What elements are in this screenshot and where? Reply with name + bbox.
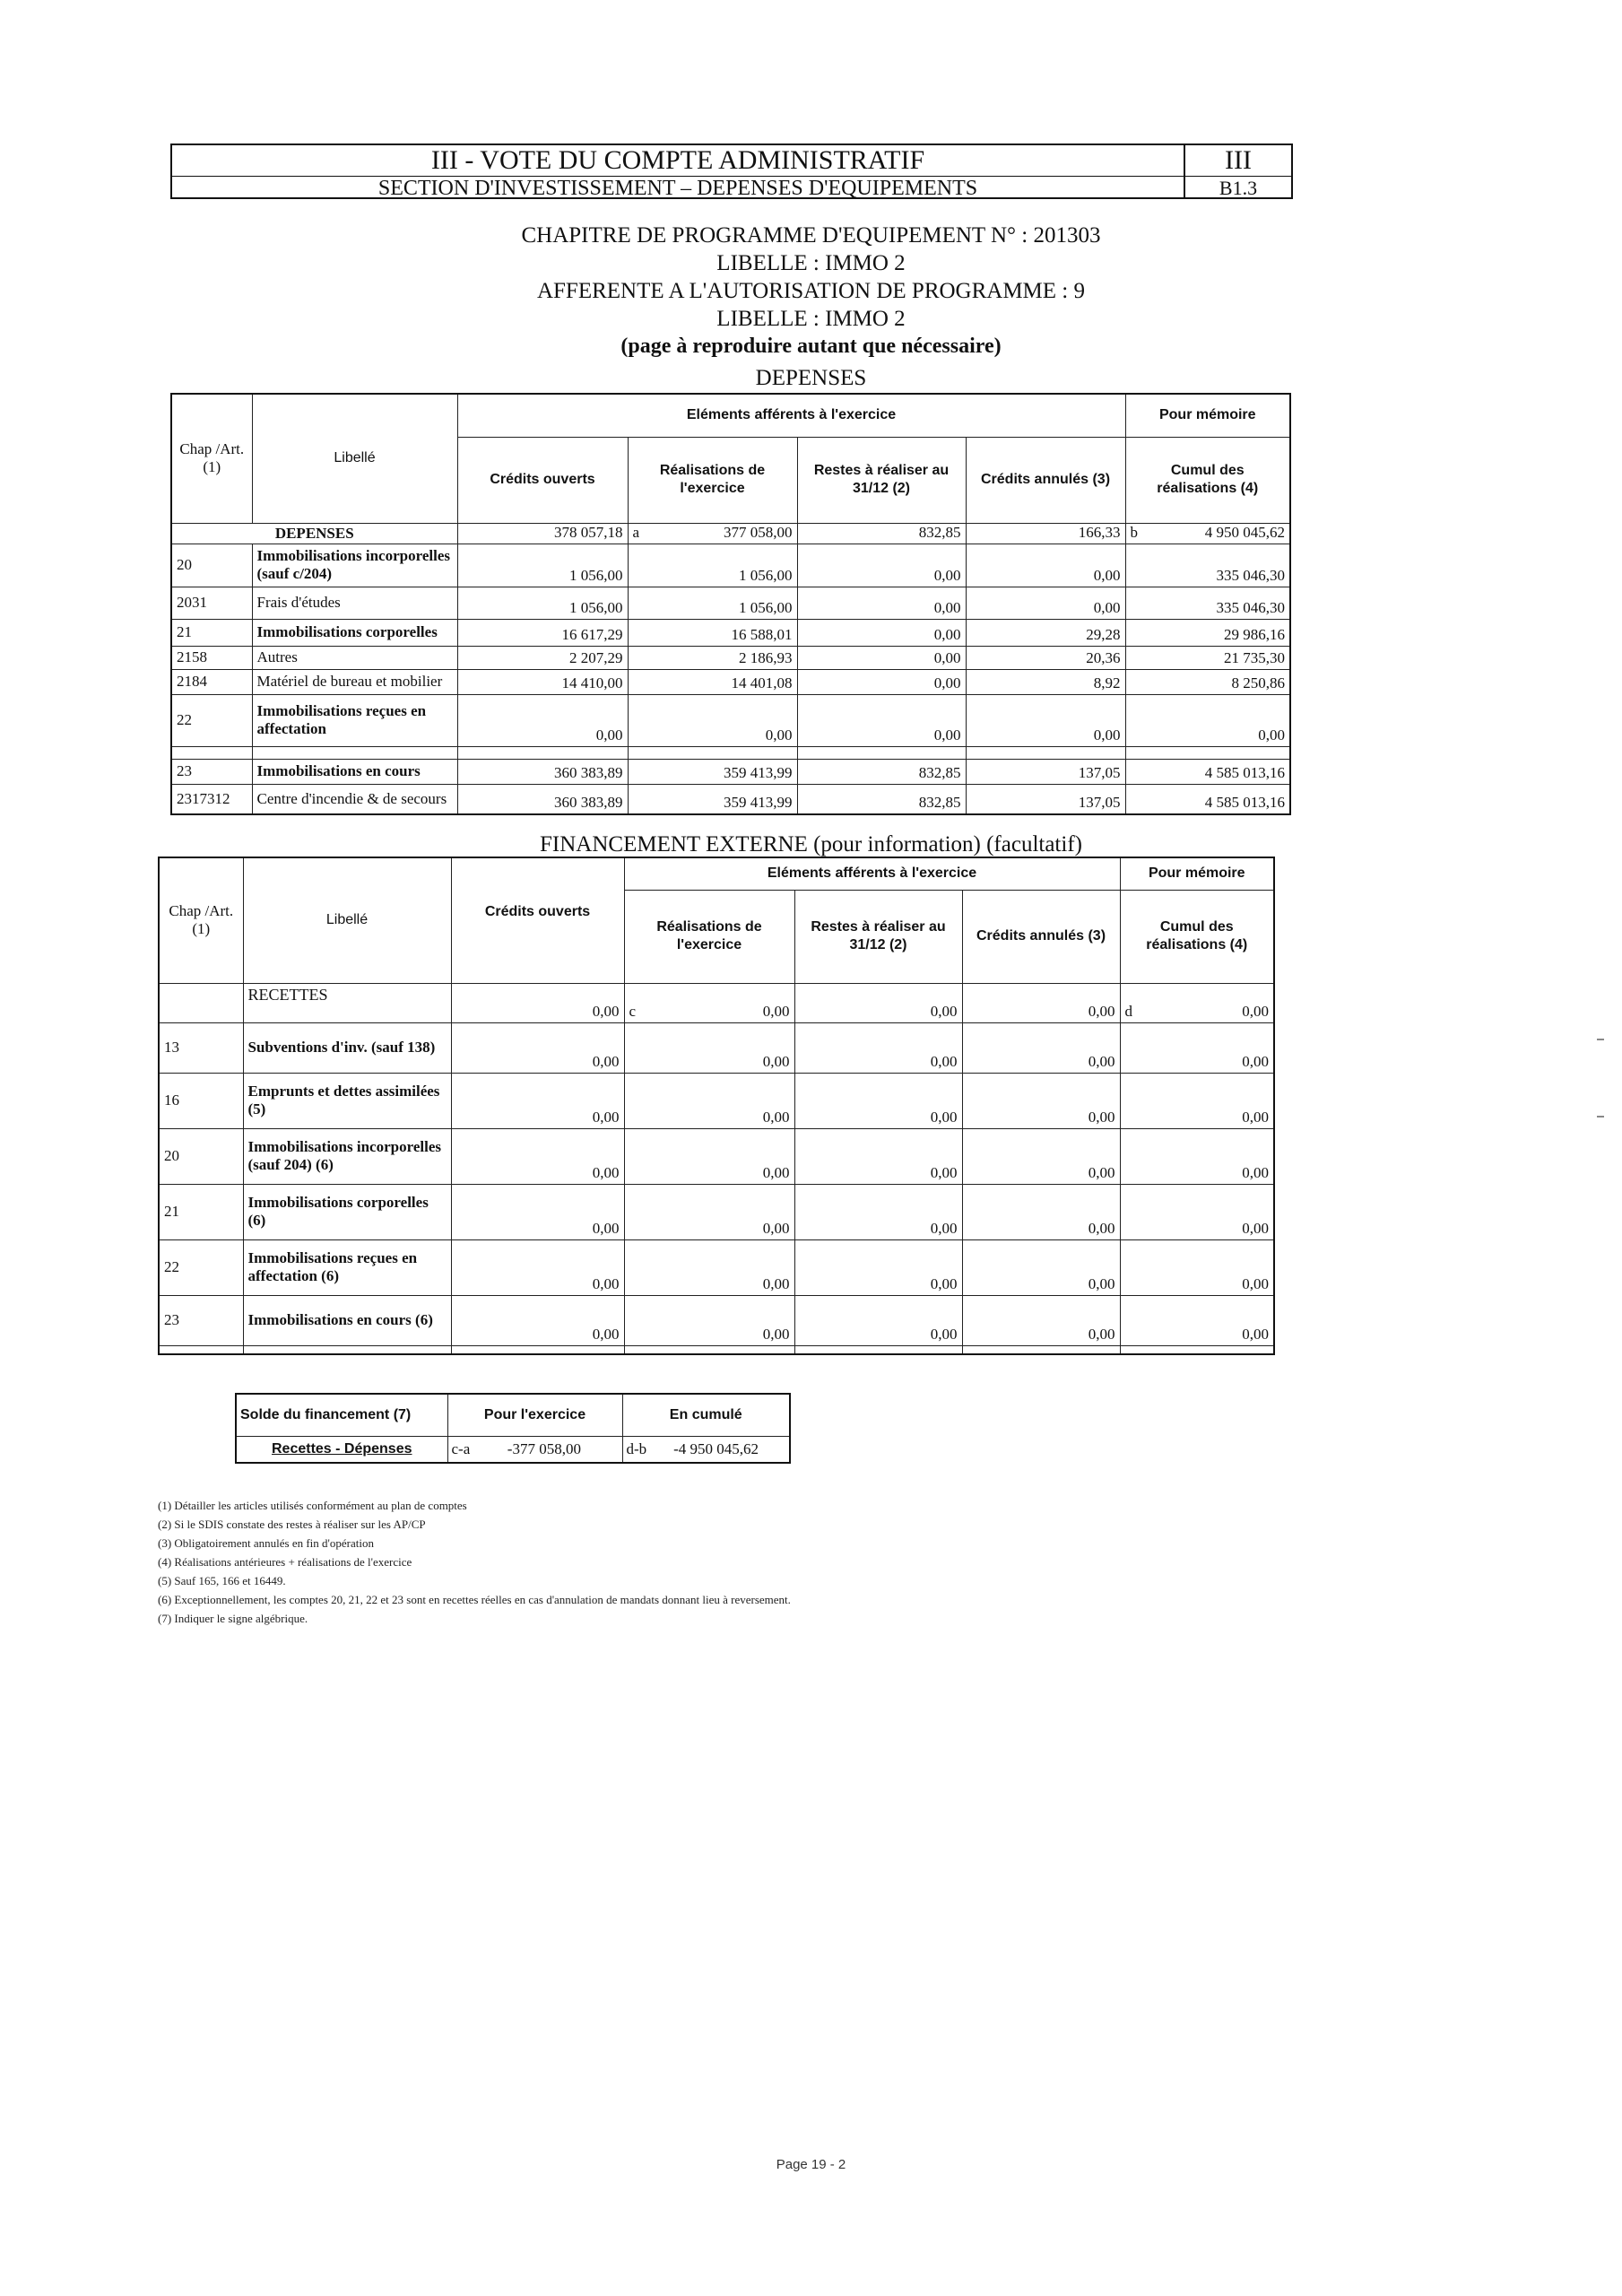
header-subcode: B1.3 (1219, 177, 1258, 199)
spacer-row (159, 1345, 1274, 1354)
row-code: 23 (171, 759, 252, 784)
row-ouverts: 0,00 (451, 1128, 624, 1184)
table-row (171, 646, 1290, 669)
row-annules: 20,36 (966, 646, 1125, 669)
total-realisations: c 0,00 (624, 983, 794, 1022)
row-realisations: 0,00 (628, 694, 797, 746)
row-cumul: 0,00 (1120, 1239, 1274, 1295)
solde-table (235, 1393, 791, 1464)
row-annules: 0,00 (962, 1184, 1120, 1239)
header-cumul: Cumul des réalisations (4) (1125, 437, 1290, 523)
footnote-6: (6) Exceptionnellement, les comptes 20, 21, 22 et 23 sont en recettes réelles en cas d'annulation de mandats donnant lieu à reversement. (158, 1593, 791, 1606)
total-ouverts: 0,00 (451, 983, 624, 1022)
solde-value-row (236, 1437, 790, 1464)
row-label: Immobilisations reçues en affectation (6) (243, 1239, 451, 1295)
row-realisations: 0,00 (624, 1128, 794, 1184)
mark-ca: c-a (451, 1440, 471, 1457)
row-cumul: 0,00 (1120, 1295, 1274, 1345)
row-annules: 8,92 (966, 669, 1125, 694)
financement-section-title: FINANCEMENT EXTERNE (pour information) (facultatif) (540, 832, 1082, 857)
header-restes: Restes à réaliser au 31/12 (2) (797, 437, 966, 523)
row-restes: 0,00 (797, 646, 966, 669)
solde-cumul-header: En cumulé (622, 1394, 790, 1437)
row-realisations: 16 588,01 (628, 619, 797, 646)
row-realisations: 0,00 (624, 1022, 794, 1073)
header-code: III (1185, 145, 1291, 177)
row-code: 21 (159, 1184, 243, 1239)
row-restes: 0,00 (797, 619, 966, 646)
financement-total-row (159, 983, 1274, 1022)
row-restes: 0,00 (794, 1295, 962, 1345)
row-restes: 0,00 (797, 587, 966, 619)
chapter-line-5: (page à reproduire autant que nécessaire) (620, 335, 1002, 358)
table-row (159, 1022, 1274, 1073)
depenses-section-title: DEPENSES (755, 366, 867, 390)
table-row (171, 669, 1290, 694)
total-annules: 166,33 (966, 523, 1125, 544)
chapter-line-2: LIBELLE : IMMO 2 (716, 251, 906, 275)
document-header (170, 144, 1293, 199)
row-cumul: 0,00 (1125, 694, 1290, 746)
row-label: Immobilisations corporelles (252, 619, 457, 646)
row-realisations: 359 413,99 (628, 784, 797, 814)
row-restes: 0,00 (797, 694, 966, 746)
table-row (171, 759, 1290, 784)
row-realisations: 0,00 (624, 1184, 794, 1239)
row-ouverts: 360 383,89 (457, 759, 628, 784)
total-realisations: a 377 058,00 (628, 523, 797, 544)
header-cumul: Cumul des réalisations (4) (1120, 890, 1274, 983)
table-row (171, 694, 1290, 746)
financement-table (158, 857, 1275, 1355)
mark-c: c (629, 1002, 637, 1020)
row-ouverts: 0,00 (451, 1295, 624, 1345)
header-credits-ouverts: Crédits ouverts (451, 857, 624, 983)
header-code-box (1185, 145, 1291, 197)
row-ouverts: 1 056,00 (457, 587, 628, 619)
row-realisations: 0,00 (624, 1073, 794, 1128)
row-ouverts: 360 383,89 (457, 784, 628, 814)
row-cumul: 0,00 (1120, 1184, 1274, 1239)
row-annules: 0,00 (962, 1022, 1120, 1073)
row-realisations: 0,00 (624, 1295, 794, 1345)
row-code: 22 (171, 694, 252, 746)
depenses-header-row-1 (171, 394, 1290, 437)
total-label: DEPENSES (171, 523, 457, 544)
solde-row-label: Recettes - Dépenses (236, 1437, 447, 1464)
row-restes: 832,85 (797, 759, 966, 784)
row-realisations: 359 413,99 (628, 759, 797, 784)
table-row (159, 1295, 1274, 1345)
total-cumul: d 0,00 (1120, 983, 1274, 1022)
row-ouverts: 0,00 (451, 1022, 624, 1073)
row-annules: 0,00 (962, 1128, 1120, 1184)
header-elements: Eléments afférents à l'exercice (624, 857, 1120, 890)
row-restes: 0,00 (794, 1128, 962, 1184)
header-credits-annules: Crédits annulés (3) (966, 437, 1125, 523)
header-libelle: Libellé (243, 857, 451, 983)
row-code: 20 (159, 1128, 243, 1184)
row-code: 2317312 (171, 784, 252, 814)
mark-db: d-b (626, 1440, 647, 1457)
table-row (171, 587, 1290, 619)
row-label: Emprunts et dettes assimilées (5) (243, 1073, 451, 1128)
table-row (159, 1073, 1274, 1128)
row-annules: 137,05 (966, 759, 1125, 784)
table-row (159, 1128, 1274, 1184)
row-code: 23 (159, 1295, 243, 1345)
row-annules: 29,28 (966, 619, 1125, 646)
row-label: Immobilisations incorporelles (sauf c/204) (252, 544, 457, 587)
row-annules: 0,00 (966, 694, 1125, 746)
header-elements: Eléments afférents à l'exercice (457, 394, 1125, 437)
row-restes: 0,00 (797, 669, 966, 694)
mark-b: b (1130, 523, 1139, 541)
header-title: III - VOTE DU COMPTE ADMINISTRATIF (172, 145, 1184, 177)
row-restes: 0,00 (794, 1022, 962, 1073)
row-realisations: 1 056,00 (628, 544, 797, 587)
row-cumul: 29 986,16 (1125, 619, 1290, 646)
scan-mark (1597, 1039, 1604, 1040)
total-restes: 0,00 (794, 983, 962, 1022)
table-row (171, 619, 1290, 646)
row-ouverts: 2 207,29 (457, 646, 628, 669)
row-restes: 832,85 (797, 784, 966, 814)
row-cumul: 0,00 (1120, 1022, 1274, 1073)
footnotes (158, 1496, 791, 1628)
row-restes: 0,00 (794, 1184, 962, 1239)
footnote-3: (3) Obligatoirement annulés en fin d'opération (158, 1536, 374, 1550)
row-annules: 0,00 (966, 544, 1125, 587)
row-ouverts: 0,00 (451, 1184, 624, 1239)
row-label: Immobilisations en cours (6) (243, 1295, 451, 1345)
spacer-row (171, 746, 1290, 759)
row-ouverts: 16 617,29 (457, 619, 628, 646)
row-code: 22 (159, 1239, 243, 1295)
row-realisations: 14 401,08 (628, 669, 797, 694)
row-label: Immobilisations reçues en affectation (252, 694, 457, 746)
row-annules: 0,00 (962, 1073, 1120, 1128)
row-annules: 0,00 (962, 1295, 1120, 1345)
depenses-total-row (171, 523, 1290, 544)
row-ouverts: 14 410,00 (457, 669, 628, 694)
chapter-line-4: LIBELLE : IMMO 2 (716, 307, 906, 331)
header-pour-memoire: Pour mémoire (1125, 394, 1290, 437)
header-credits-annules: Crédits annulés (3) (962, 890, 1120, 983)
row-annules: 0,00 (962, 1239, 1120, 1295)
row-label: Subventions d'inv. (sauf 138) (243, 1022, 451, 1073)
row-code: 2031 (171, 587, 252, 619)
row-label: Immobilisations corporelles (6) (243, 1184, 451, 1239)
row-ouverts: 1 056,00 (457, 544, 628, 587)
header-titles (172, 145, 1185, 200)
header-subtitle: SECTION D'INVESTISSEMENT – DEPENSES D'EQUIPEMENTS (377, 177, 978, 200)
solde-cumul-value: d-b -4 950 045,62 (622, 1437, 790, 1464)
table-row (171, 784, 1290, 814)
row-annules: 137,05 (966, 784, 1125, 814)
row-code: 2184 (171, 669, 252, 694)
page-number: Page 19 - 2 (776, 2157, 846, 2172)
table-row (159, 1184, 1274, 1239)
row-restes: 0,00 (797, 544, 966, 587)
chapter-line-3: AFFERENTE A L'AUTORISATION DE PROGRAMME : 9 (536, 279, 1086, 303)
row-annules: 0,00 (966, 587, 1125, 619)
chapter-block (0, 222, 1622, 361)
chapter-line-1: CHAPITRE DE PROGRAMME D'EQUIPEMENT N° : 201303 (521, 223, 1101, 248)
mark-d: d (1124, 1002, 1132, 1020)
table-row (159, 1239, 1274, 1295)
header-chap-art: Chap /Art. (1) (171, 394, 252, 523)
row-label: Immobilisations incorporelles (sauf 204) (6) (243, 1128, 451, 1184)
mark-a: a (632, 523, 640, 541)
scan-mark (1597, 1116, 1604, 1118)
row-cumul: 4 585 013,16 (1125, 759, 1290, 784)
depenses-table (170, 393, 1291, 815)
row-ouverts: 0,00 (451, 1239, 624, 1295)
footnote-2: (2) Si le SDIS constate des restes à réaliser sur les AP/CP (158, 1518, 426, 1531)
header-libelle: Libellé (252, 394, 457, 523)
table-row (171, 544, 1290, 587)
row-cumul: 335 046,30 (1125, 544, 1290, 587)
row-cumul: 335 046,30 (1125, 587, 1290, 619)
header-realisations: Réalisations de l'exercice (628, 437, 797, 523)
footnote-1: (1) Détailler les articles utilisés conformément au plan de comptes (158, 1499, 467, 1512)
row-cumul: 0,00 (1120, 1128, 1274, 1184)
footnote-5: (5) Sauf 165, 166 et 16449. (158, 1574, 286, 1587)
row-label: Matériel de bureau et mobilier (252, 669, 457, 694)
row-cumul: 0,00 (1120, 1073, 1274, 1128)
row-code: 13 (159, 1022, 243, 1073)
header-chap-art: Chap /Art. (1) (159, 857, 243, 983)
row-code: 2158 (171, 646, 252, 669)
solde-exercice-header: Pour l'exercice (447, 1394, 622, 1437)
solde-label-header: Solde du financement (7) (236, 1394, 447, 1437)
row-label: Centre d'incendie & de secours (252, 784, 457, 814)
total-annules: 0,00 (962, 983, 1120, 1022)
row-realisations: 1 056,00 (628, 587, 797, 619)
row-ouverts: 0,00 (451, 1073, 624, 1128)
row-code: 16 (159, 1073, 243, 1128)
row-cumul: 4 585 013,16 (1125, 784, 1290, 814)
footnote-4: (4) Réalisations antérieures + réalisations de l'exercice (158, 1555, 412, 1569)
total-restes: 832,85 (797, 523, 966, 544)
row-cumul: 8 250,86 (1125, 669, 1290, 694)
row-code: 21 (171, 619, 252, 646)
solde-header-row (236, 1394, 790, 1437)
header-realisations: Réalisations de l'exercice (624, 890, 794, 983)
row-label: Frais d'études (252, 587, 457, 619)
row-cumul: 21 735,30 (1125, 646, 1290, 669)
total-ouverts: 378 057,18 (457, 523, 628, 544)
row-realisations: 0,00 (624, 1239, 794, 1295)
row-label: Immobilisations en cours (252, 759, 457, 784)
total-cumul: b 4 950 045,62 (1125, 523, 1290, 544)
footnote-7: (7) Indiquer le signe algébrique. (158, 1612, 308, 1625)
row-restes: 0,00 (794, 1073, 962, 1128)
row-restes: 0,00 (794, 1239, 962, 1295)
financement-header-row-1 (159, 857, 1274, 890)
row-ouverts: 0,00 (457, 694, 628, 746)
header-restes: Restes à réaliser au 31/12 (2) (794, 890, 962, 983)
header-pour-memoire: Pour mémoire (1120, 857, 1274, 890)
row-code: 20 (171, 544, 252, 587)
row-realisations: 2 186,93 (628, 646, 797, 669)
solde-exercice-value: c-a -377 058,00 (447, 1437, 622, 1464)
row-label: Autres (252, 646, 457, 669)
header-credits-ouverts: Crédits ouverts (457, 437, 628, 523)
total-label: RECETTES (243, 983, 451, 1022)
